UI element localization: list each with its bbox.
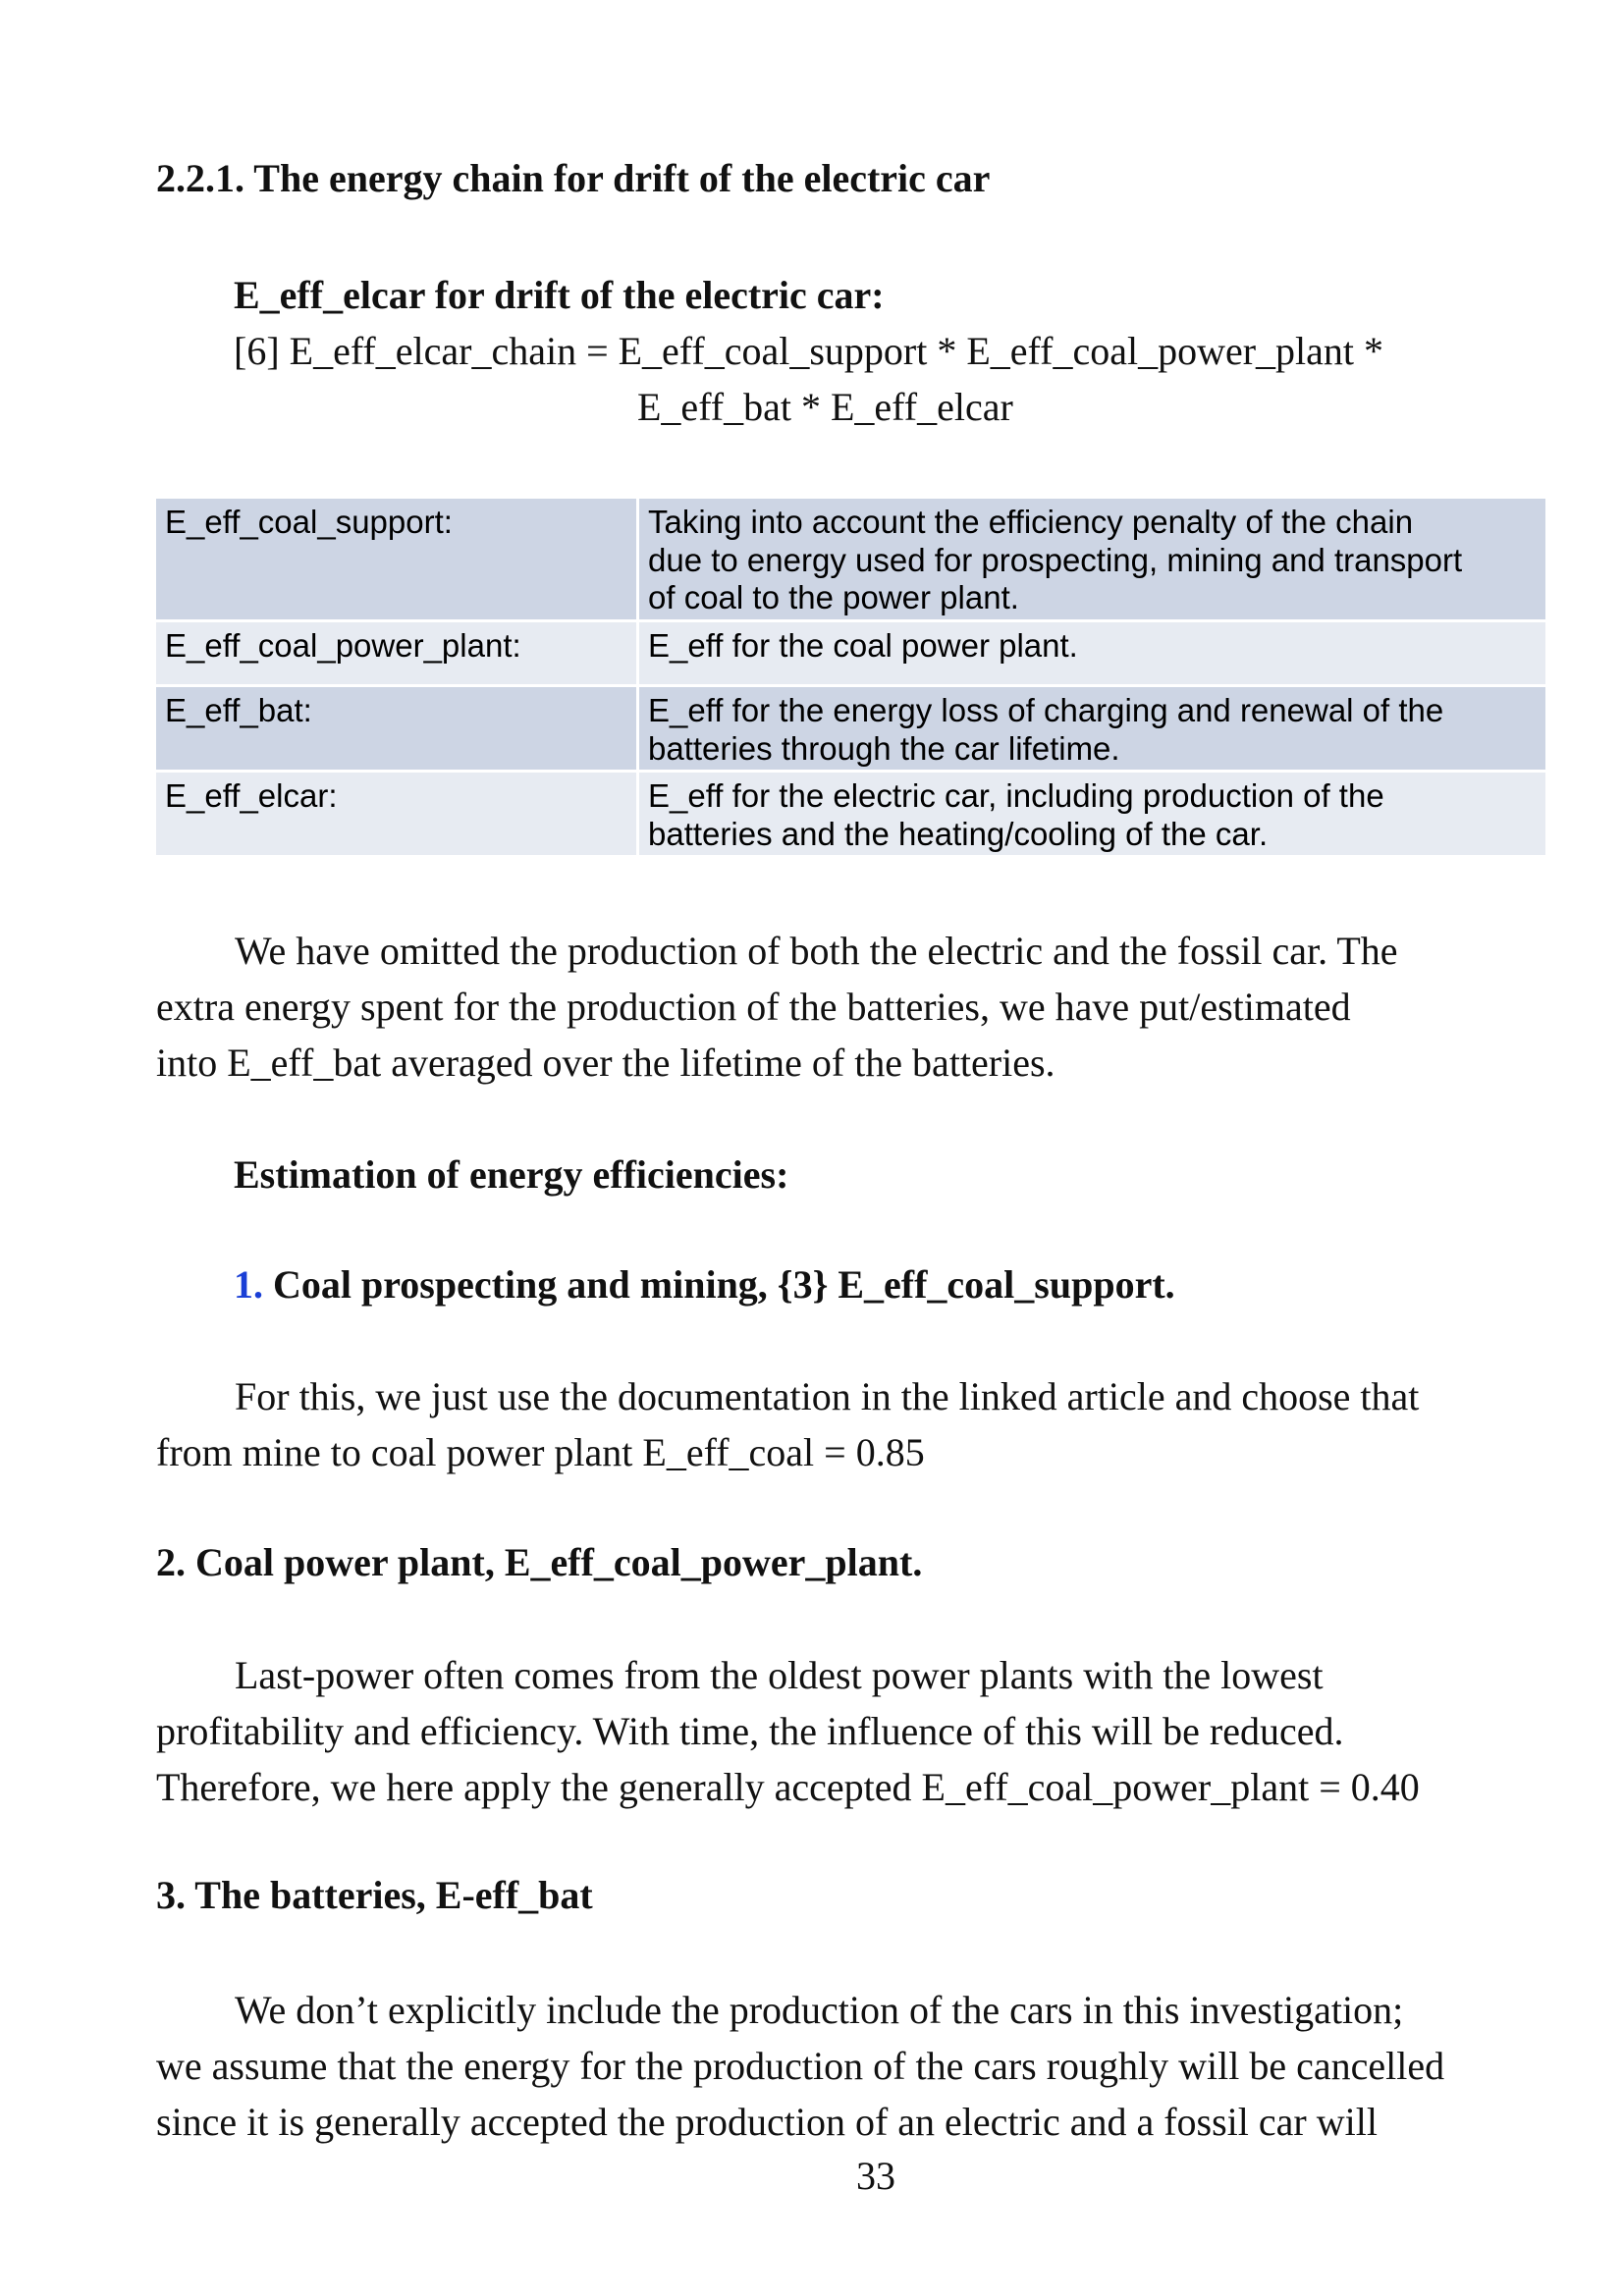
paragraph-line: extra energy spent for the production of the batteries, we have put/estimated — [156, 985, 1351, 1029]
paragraph-omitted-production — [156, 923, 1550, 1091]
formula-line-2: E_eff_bat * E_eff_elcar — [637, 385, 1013, 429]
item-2-heading: 2. Coal power plant, E_eff_coal_power_plant. — [156, 1540, 923, 1584]
paragraph-line: from mine to coal power plant E_eff_coal = 0.85 — [156, 1430, 925, 1474]
section-heading: 2.2.1. The energy chain for drift of the electric car — [156, 156, 991, 200]
table-term: E_eff_elcar: — [156, 773, 639, 858]
estimation-heading: Estimation of energy efficiencies: — [234, 1152, 789, 1197]
paragraph-line: For this, we just use the documentation in the linked article and choose that — [235, 1374, 1420, 1418]
paragraph-power-plant — [156, 1647, 1550, 1815]
table-row — [156, 687, 1545, 773]
page-number: 33 — [856, 2154, 895, 2198]
table-description — [639, 773, 1545, 858]
paragraph-line: We have omitted the production of both the electric and the fossil car. The — [235, 929, 1398, 973]
table-description-line: of coal to the power plant. — [648, 579, 1019, 615]
paragraph-line: since it is generally accepted the production of an electric and a fossil car will — [156, 2100, 1378, 2144]
table-description — [639, 622, 1545, 688]
item-1-number: 1. — [234, 1262, 263, 1307]
table-row — [156, 773, 1545, 858]
paragraph-coal-support — [156, 1368, 1550, 1480]
table-term: E_eff_bat: — [156, 687, 639, 773]
paragraph-line: Last-power often comes from the oldest power plants with the lowest — [235, 1653, 1324, 1697]
formula-line-1: [6] E_eff_elcar_chain = E_eff_coal_support * E_eff_coal_power_plant * — [234, 329, 1384, 373]
item-1-text: Coal prospecting and mining, {3} E_eff_coal_support. — [273, 1262, 1175, 1307]
table-term: E_eff_coal_power_plant: — [156, 622, 639, 688]
table-description-line: E_eff for the electric car, including production of the — [648, 777, 1384, 814]
table-description-line: E_eff for the energy loss of charging and renewal of the — [648, 692, 1444, 728]
table-description-line: Taking into account the efficiency penalty of the chain — [648, 504, 1414, 540]
table-description-line: due to energy used for prospecting, mining and transport — [648, 541, 1463, 578]
paragraph-line: we assume that the energy for the production of the cars roughly will be cancelled — [156, 2044, 1445, 2088]
table-description — [639, 499, 1545, 622]
paragraph-line: profitability and efficiency. With time, the influence of this will be reduced. — [156, 1709, 1344, 1753]
item-3-heading: 3. The batteries, E-eff_bat — [156, 1873, 593, 1917]
definitions-table — [156, 499, 1545, 858]
paragraph-batteries — [156, 1982, 1550, 2150]
item-1-heading — [234, 1261, 1175, 1308]
table-description-line: batteries and the heating/cooling of the car. — [648, 815, 1269, 852]
table-description-line: E_eff for the coal power plant. — [648, 626, 1078, 664]
table-row — [156, 622, 1545, 688]
table-description-line: batteries through the car lifetime. — [648, 729, 1120, 767]
paragraph-line: into E_eff_bat averaged over the lifetime of the batteries. — [156, 1041, 1055, 1085]
paragraph-line: Therefore, we here apply the generally accepted E_eff_coal_power_plant = 0.40 — [156, 1765, 1420, 1809]
table-description — [639, 687, 1545, 773]
table-row — [156, 499, 1545, 622]
table-term: E_eff_coal_support: — [156, 499, 639, 622]
formula-label: E_eff_elcar for drift of the electric car: — [234, 273, 885, 317]
paragraph-line: We don’t explicitly include the production of the cars in this investigation; — [235, 1988, 1404, 2032]
